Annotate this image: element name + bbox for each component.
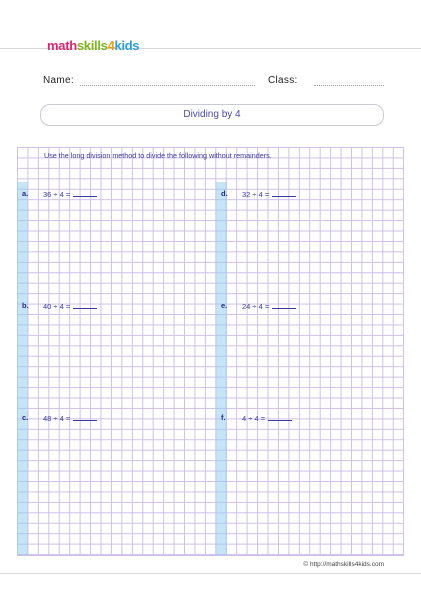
problem-label: c. — [22, 413, 29, 422]
copyright-link[interactable]: © http://mathskills4kids.com — [303, 561, 384, 568]
name-label: Name: — [43, 75, 74, 86]
problem-label: e. — [221, 301, 228, 310]
site-logo: mathskills4kids — [47, 38, 140, 53]
answer-blank[interactable] — [73, 189, 97, 197]
problem-expression: 4 ÷ 4 = — [242, 414, 266, 423]
problem-label: f. — [221, 413, 226, 422]
problem-expression: 36 ÷ 4 = — [43, 190, 71, 199]
graph-paper-grid — [17, 147, 404, 556]
problem-expression: 40 ÷ 4 = — [43, 302, 71, 311]
instructions: Use the long division method to divide the following without remainders. — [44, 151, 272, 160]
problem-expression: 24 ÷ 4 = — [242, 302, 270, 311]
answer-blank[interactable] — [272, 301, 296, 309]
name-field[interactable] — [80, 85, 255, 86]
problem-label: a. — [22, 189, 29, 198]
problem-label: d. — [221, 189, 228, 198]
class-field[interactable] — [314, 85, 384, 86]
left-column-strip — [17, 182, 28, 555]
answer-blank[interactable] — [73, 413, 97, 421]
bottom-divider — [0, 573, 421, 574]
worksheet-title: Dividing by 4 — [40, 104, 384, 126]
answer-blank[interactable] — [268, 413, 292, 421]
answer-blank[interactable] — [272, 189, 296, 197]
right-column-strip — [216, 182, 227, 555]
problem-label: b. — [22, 301, 29, 310]
class-label: Class: — [268, 75, 298, 86]
problem-expression: 32 ÷ 4 = — [242, 190, 270, 199]
answer-blank[interactable] — [73, 301, 97, 309]
problem-expression: 48 ÷ 4 = — [43, 414, 71, 423]
